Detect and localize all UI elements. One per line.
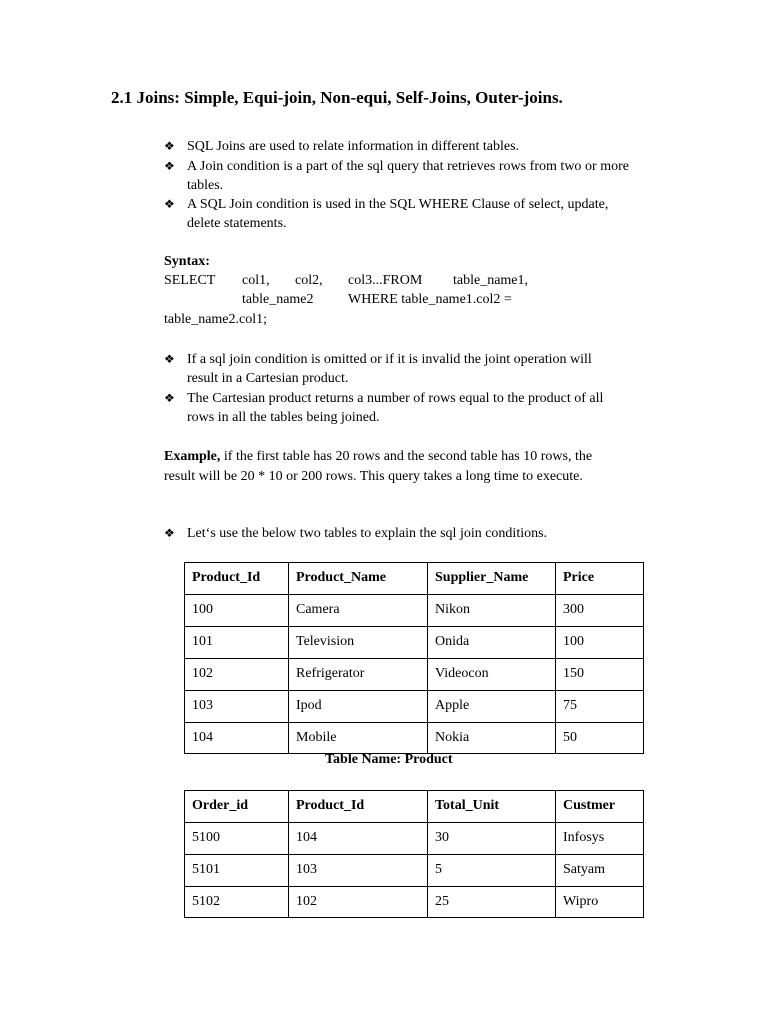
example-label: Example, (164, 449, 221, 464)
table-cell: Nokia (428, 723, 556, 754)
bullet-item (164, 524, 630, 543)
table-cell: 102 (185, 659, 289, 691)
bullet-item (164, 157, 630, 195)
syntax-token: col1, (242, 273, 270, 288)
table-cell: Onida (428, 627, 556, 659)
table-caption: Table Name: Product (325, 752, 453, 767)
bullet-text: A SQL Join condition is used in the SQL WHERE Clause of select, update, delete statements. (187, 197, 609, 231)
table-row (185, 659, 644, 691)
syntax-token: SELECT (164, 273, 216, 288)
table-header-cell: Product_Name (289, 563, 428, 595)
table-row (185, 887, 644, 918)
order-table (184, 790, 644, 918)
table-cell: 25 (428, 887, 556, 918)
table-header-cell: Price (556, 563, 644, 595)
syntax-token: col2, (295, 273, 323, 288)
syntax-token: table_name1, (453, 273, 529, 288)
table-cell: Wipro (556, 887, 644, 918)
syntax-token: table_name2 (242, 292, 314, 307)
table-cell: Television (289, 627, 428, 659)
table-cell: 5100 (185, 823, 289, 855)
example-paragraph (164, 447, 620, 486)
table-header-cell: Product_Id (185, 563, 289, 595)
bullet-text: The Cartesian product returns a number of rows equal to the product of all rows in all the tables being joined. (187, 391, 604, 425)
bullet-item (164, 137, 630, 156)
table-row (185, 595, 644, 627)
table-cell: Refrigerator (289, 659, 428, 691)
bullet-text: SQL Joins are used to relate information in different tables. (187, 139, 520, 154)
table-row (185, 691, 644, 723)
table-row (185, 723, 644, 754)
table-cell: Videocon (428, 659, 556, 691)
table-header-cell: Total_Unit (428, 791, 556, 823)
table-header-cell: Supplier_Name (428, 563, 556, 595)
bullet-item (164, 389, 630, 427)
table-cell: Satyam (556, 855, 644, 887)
table-row (185, 823, 644, 855)
table-cell: Infosys (556, 823, 644, 855)
table-cell: Apple (428, 691, 556, 723)
bullet-item (164, 195, 630, 233)
syntax-token: WHERE table_name1.col2 = (348, 292, 512, 307)
diamond-bullet-icon: ❖ (164, 159, 175, 173)
table-cell: Mobile (289, 723, 428, 754)
table-header-cell: Custmer (556, 791, 644, 823)
table-cell: 100 (556, 627, 644, 659)
table-header-cell: Product_Id (289, 791, 428, 823)
syntax-token: col3...FROM (348, 273, 423, 288)
diamond-bullet-icon: ❖ (164, 139, 175, 153)
table-cell: 104 (289, 823, 428, 855)
product-table (184, 562, 644, 754)
table-cell: 300 (556, 595, 644, 627)
table-cell: 5102 (185, 887, 289, 918)
diamond-bullet-icon: ❖ (164, 197, 175, 211)
syntax-label: Syntax: (164, 254, 210, 269)
table-cell: 30 (428, 823, 556, 855)
table-cell: 104 (185, 723, 289, 754)
example-text: if the first table has 20 rows and the second table has 10 rows, the result will be 20 * 10 or 200 rows. This query takes a long time to execute. (164, 449, 593, 484)
table-cell: 5 (428, 855, 556, 887)
table-cell: 103 (289, 855, 428, 887)
table-cell: Camera (289, 595, 428, 627)
diamond-bullet-icon: ❖ (164, 391, 175, 405)
diamond-bullet-icon: ❖ (164, 526, 175, 540)
table-cell: 103 (185, 691, 289, 723)
table-cell: 5101 (185, 855, 289, 887)
table-header-row (185, 563, 644, 595)
table-cell: 150 (556, 659, 644, 691)
table-header-cell: Order_id (185, 791, 289, 823)
table-cell: 101 (185, 627, 289, 659)
table-row (185, 627, 644, 659)
diamond-bullet-icon: ❖ (164, 352, 175, 366)
syntax-token: table_name2.col1; (164, 312, 268, 327)
bullet-text: If a sql join condition is omitted or if it is invalid the joint operation will result in a Cartesian product. (187, 352, 592, 386)
table-cell: 75 (556, 691, 644, 723)
bullet-text: Let‘s use the below two tables to explain the sql join conditions. (187, 526, 548, 541)
bullet-item (164, 350, 630, 388)
section-heading: 2.1 Joins: Simple, Equi-join, Non-equi, Self-Joins, Outer-joins. (111, 88, 563, 107)
table-cell: Nikon (428, 595, 556, 627)
table-cell: 50 (556, 723, 644, 754)
table-cell: 102 (289, 887, 428, 918)
bullet-text: A Join condition is a part of the sql query that retrieves rows from two or more tables. (187, 159, 629, 193)
table-header-row (185, 791, 644, 823)
table-cell: Ipod (289, 691, 428, 723)
table-cell: 100 (185, 595, 289, 627)
table-row (185, 855, 644, 887)
